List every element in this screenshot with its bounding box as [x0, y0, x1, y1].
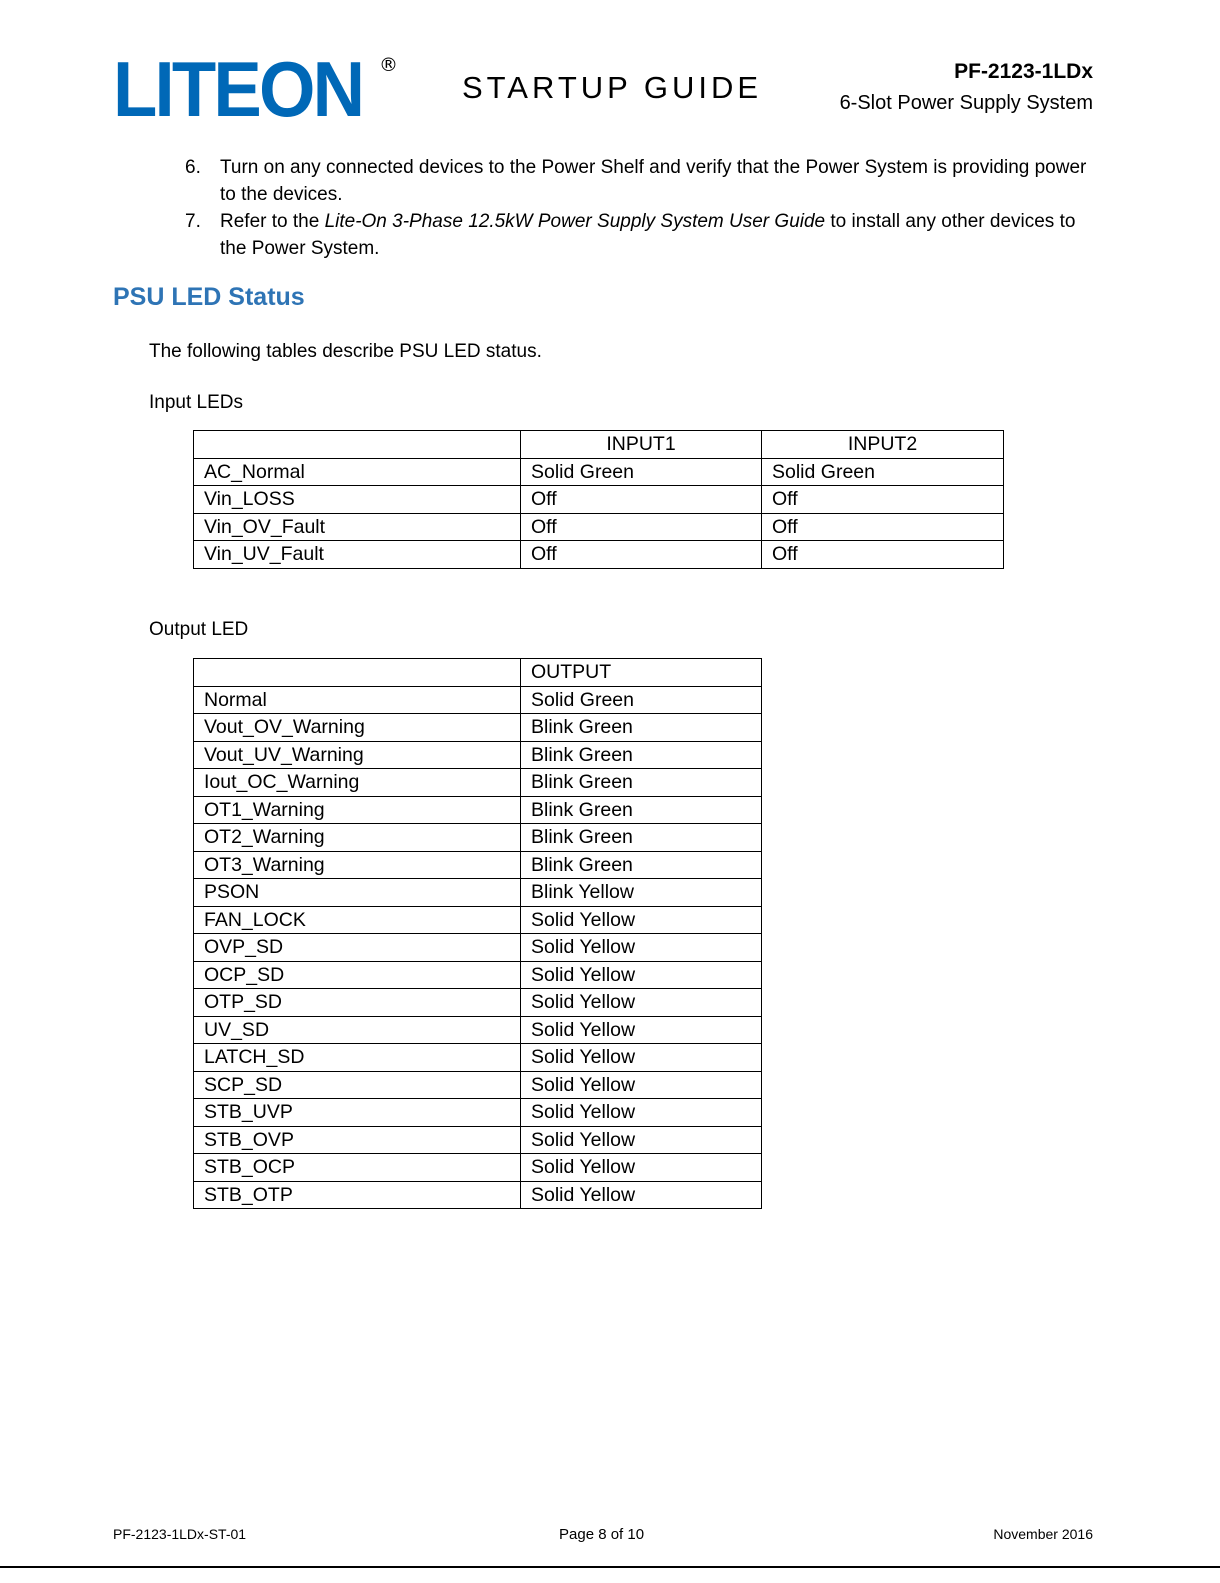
table-row	[194, 1071, 762, 1099]
step-text-after: to install any other devices to the Power System.	[220, 211, 1076, 259]
table-row	[194, 851, 762, 879]
model-number: PF-2123-1LDx	[954, 60, 1093, 83]
liteon-logo	[113, 45, 403, 133]
table-cell: Solid Green	[521, 458, 762, 486]
footer-date: November 2016	[993, 1526, 1093, 1542]
input-leds-table	[193, 430, 1004, 569]
table-cell: OTP_SD	[194, 989, 521, 1017]
table-cell: OT3_Warning	[194, 851, 521, 879]
table-row	[194, 741, 762, 769]
table-cell: SCP_SD	[194, 1071, 521, 1099]
bottom-rule	[0, 1566, 1220, 1568]
table-cell: Solid Yellow	[521, 1071, 762, 1099]
table-row	[194, 1154, 762, 1182]
table-cell: Solid Yellow	[521, 1044, 762, 1072]
table-cell: Solid Yellow	[521, 934, 762, 962]
logo-wordmark: LITEON	[113, 45, 363, 133]
table-cell: Vout_OV_Warning	[194, 714, 521, 742]
table-cell: UV_SD	[194, 1016, 521, 1044]
table-row	[194, 541, 1004, 569]
table-row	[194, 796, 762, 824]
table-row	[194, 513, 1004, 541]
table-cell: Off	[762, 541, 1004, 569]
output-led-table	[193, 658, 762, 1209]
column-header	[194, 431, 521, 459]
table-cell: Solid Yellow	[521, 989, 762, 1017]
table-row	[194, 879, 762, 907]
table-cell: LATCH_SD	[194, 1044, 521, 1072]
footer-page-number: Page 8 of 10	[559, 1526, 645, 1543]
step-text: Turn on any connected devices to the Power Shelf and verify that the Power System is providing power to the devices.	[220, 157, 1087, 205]
table-cell: Blink Green	[521, 851, 762, 879]
table-cell: Vin_OV_Fault	[194, 513, 521, 541]
table-row	[194, 824, 762, 852]
table-cell: FAN_LOCK	[194, 906, 521, 934]
table-row	[194, 486, 1004, 514]
table-cell: Normal	[194, 686, 521, 714]
table-row	[194, 906, 762, 934]
table-cell: STB_OCP	[194, 1154, 521, 1182]
table-cell: Off	[521, 486, 762, 514]
table-cell: Solid Yellow	[521, 1016, 762, 1044]
column-header: OUTPUT	[521, 659, 762, 687]
table-header-row	[194, 659, 762, 687]
table-row	[194, 1016, 762, 1044]
footer-doc-number: PF-2123-1LDx-ST-01	[113, 1526, 247, 1542]
table-cell: Solid Yellow	[521, 1099, 762, 1127]
table-cell: Blink Green	[521, 714, 762, 742]
step-item	[185, 208, 1090, 262]
table-cell: Solid Yellow	[521, 1181, 762, 1209]
input-leds-label: Input LEDs	[149, 392, 243, 413]
product-subtitle: 6-Slot Power Supply System	[839, 92, 1093, 114]
intro-text: The following tables describe PSU LED status.	[149, 341, 542, 362]
step-number: 7.	[185, 211, 201, 232]
table-cell: Off	[762, 513, 1004, 541]
step-text-before: Refer to the	[220, 211, 325, 232]
column-header: INPUT1	[521, 431, 762, 459]
table-cell: Off	[521, 513, 762, 541]
table-row	[194, 714, 762, 742]
table-cell: Iout_OC_Warning	[194, 769, 521, 797]
table-cell: STB_OTP	[194, 1181, 521, 1209]
table-cell: Blink Green	[521, 824, 762, 852]
table-cell: Blink Green	[521, 769, 762, 797]
table-cell: Blink Green	[521, 741, 762, 769]
column-header	[194, 659, 521, 687]
table-row	[194, 1044, 762, 1072]
table-row	[194, 686, 762, 714]
table-cell: Solid Green	[762, 458, 1004, 486]
table-row	[194, 1126, 762, 1154]
table-cell: Solid Green	[521, 686, 762, 714]
table-cell: STB_UVP	[194, 1099, 521, 1127]
table-cell: Vout_UV_Warning	[194, 741, 521, 769]
table-cell: OCP_SD	[194, 961, 521, 989]
table-row	[194, 934, 762, 962]
table-cell: Solid Yellow	[521, 906, 762, 934]
step-list	[185, 154, 1090, 262]
table-row	[194, 961, 762, 989]
table-cell: Vin_UV_Fault	[194, 541, 521, 569]
user-guide-reference: Lite-On 3-Phase 12.5kW Power Supply System User Guide	[324, 211, 826, 232]
registered-mark: ®	[379, 54, 398, 76]
table-row	[194, 458, 1004, 486]
table-cell: Solid Yellow	[521, 1154, 762, 1182]
table-header-row	[194, 431, 1004, 459]
column-header: INPUT2	[762, 431, 1004, 459]
section-heading: PSU LED Status	[113, 283, 305, 311]
table-row	[194, 769, 762, 797]
output-led-label: Output LED	[149, 619, 249, 640]
table-cell: STB_OVP	[194, 1126, 521, 1154]
table-cell: Vin_LOSS	[194, 486, 521, 514]
table-row	[194, 989, 762, 1017]
step-number: 6.	[185, 157, 201, 178]
table-row	[194, 1181, 762, 1209]
table-cell: Blink Green	[521, 796, 762, 824]
table-cell: OT1_Warning	[194, 796, 521, 824]
table-cell: Solid Yellow	[521, 1126, 762, 1154]
table-cell: OT2_Warning	[194, 824, 521, 852]
table-cell: AC_Normal	[194, 458, 521, 486]
table-cell: Solid Yellow	[521, 961, 762, 989]
table-cell: Off	[521, 541, 762, 569]
table-cell: Blink Yellow	[521, 879, 762, 907]
step-item	[185, 154, 1090, 208]
doc-title: STARTUP GUIDE	[462, 70, 763, 105]
table-cell: Off	[762, 486, 1004, 514]
table-cell: OVP_SD	[194, 934, 521, 962]
table-cell: PSON	[194, 879, 521, 907]
table-row	[194, 1099, 762, 1127]
